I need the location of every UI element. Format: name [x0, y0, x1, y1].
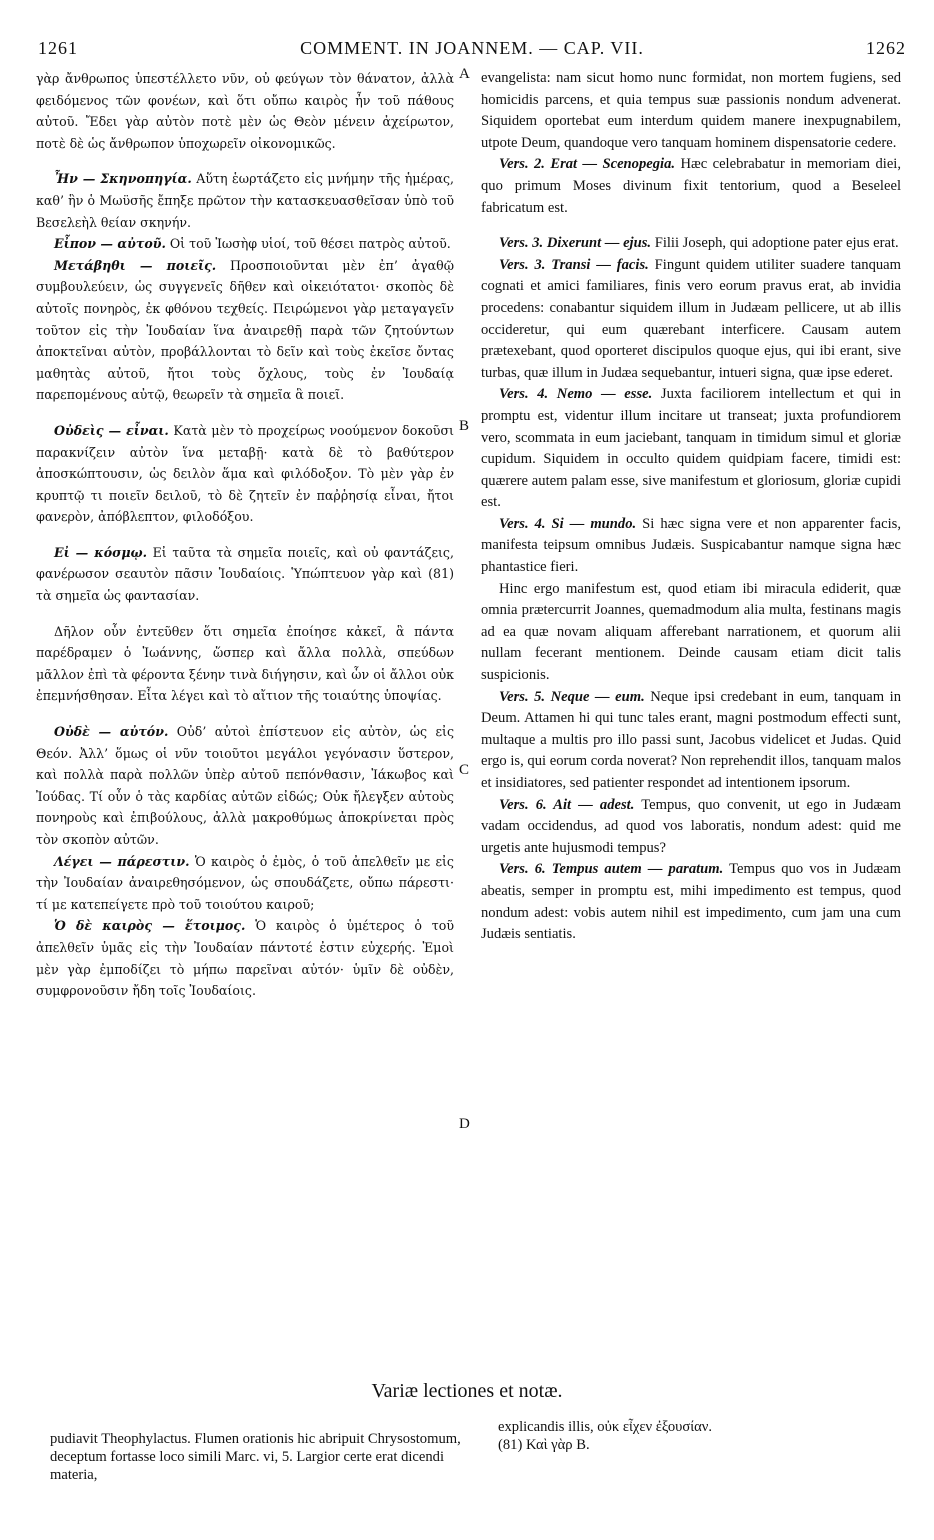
- latin-paragraph: [481, 795, 901, 860]
- greek-paragraph: γὰρ ἄνθρωπος ὑπεστέλλετο νῦν, οὐ φεύγων τὸν θάνατον, ἀλλὰ φειδόμενος τῶν φονέων, καὶ ὅτι οὔπω καιρὸς ἦν τοῦ πάθους αὐτοῦ. Ἔδει γὰρ αὐτὸν ποτὲ μὲν ὡς Θεὸν μένειν ἀχείρωτον, ποτὲ δὲ ὡς ἄνθρωπον ὑποχωρεῖν οἰκονομικῶς.: [36, 71, 454, 151]
- latin-lemma: Vers. 3. Dixerunt — ejus.: [499, 235, 652, 252]
- greek-lemma: Εἶπον — αὐτοῦ.: [54, 236, 166, 252]
- latin-paragraph: [481, 514, 901, 579]
- latin-paragraph: Hinc ergo manifestum est, quod etiam ibi miracula ediderit, quæ omnia prætercurrit Joannes, quemadmodum alia multa, festinans magis ad ea quæ novam aliquam afferebant narrationem, et quorum alii nullam fecerant mentionem. Deinde causam etiam dicit talis suspicionis.: [481, 580, 901, 684]
- latin-paragraph: [481, 154, 901, 219]
- latin-text: Tempus quo vos in Judæam abeatis, semper in promptu est, mihi impedimento est tempus, quod nondum adest: vobis autem nihil est impedimento, cum jam una cum Judæis sentiatis.: [481, 861, 901, 943]
- latin-lemma: Vers. 2. Erat — Scenopegia.: [499, 156, 676, 173]
- greek-paragraph: [36, 915, 454, 1001]
- footnote-line: (81) Καὶ γὰρ B.: [498, 1437, 590, 1453]
- footnote-right: [498, 1418, 878, 1454]
- latin-column: [481, 68, 901, 946]
- latin-lemma: Vers. 6. Ait — adest.: [499, 796, 635, 813]
- margin-marker-d: D: [459, 1116, 470, 1132]
- running-title: COMMENT. IN JOANNEM. — CAP. VII.: [300, 38, 644, 58]
- footnote-line: explicandis illis, οὐκ εἶχεν ἐξουσίαν.: [498, 1419, 713, 1435]
- margin-marker-b: B: [459, 418, 470, 434]
- latin-text: Filii Joseph, qui adoptione pater ejus erat.: [654, 235, 899, 252]
- latin-lemma: Vers. 5. Neque — eum.: [499, 688, 645, 705]
- greek-text: Οἱ τοῦ Ἰωσὴφ υἱοί, τοῦ θέσει πατρὸς αὐτοῦ.: [169, 236, 451, 252]
- latin-lemma: Vers. 4. Nemo — esse.: [499, 386, 653, 403]
- latin-lemma: Vers. 6. Tempus autem — paratum.: [499, 861, 724, 878]
- latin-paragraph: evangelista: nam sicut homo nunc formidat, non mortem fugiens, sed homicidis parcens, et quia tempus suæ passionis nondum advenerat. Siquidem oportebat eum interdum quidem manere inexpugnabilem, utpote Deum, quandoque vero tanquam hominem dispensatorie cedere.: [481, 70, 901, 151]
- greek-text: Ὁ καιρὸς ὁ ἐμὸς, ὁ τοῦ ἀπελθεῖν με εἰς τὴν Ἰουδαίαν ἀναιρεθησόμενον, ὡς σπουδάζετε, οὔπω πάρεστι· τί με κατεπείγετε πρὸ τοῦ τοιούτου καιροῦ;: [36, 853, 454, 912]
- page-number-right: 1262: [866, 38, 906, 58]
- greek-text: Αὕτη ἑωρτάζετο εἰς μνήμην τῆς ἡμέρας, καθ’ ἣν ὁ Μωϋσῆς ἔπηξε πρῶτον τὴν κατασκευασθεῖσαν ὑπὸ τοῦ Βεσελεὴλ θείαν σκηνήν.: [36, 171, 455, 230]
- latin-text: Hæc celebrabatur in memoriam diei, quo primum Moses divinum fixit tentorium, quod a Beseleel fabricatum est.: [481, 156, 901, 216]
- running-header: [38, 38, 906, 64]
- greek-paragraph: [36, 168, 454, 233]
- greek-lemma: Λέγει — πάρεστιν.: [54, 853, 190, 869]
- latin-text: Si hæc signa vere et non apparenter facis, manifesta teipsum omnibus Judæis. Suspicabantur namque signa hæc phantastice fieri.: [481, 515, 901, 576]
- latin-text: Juxta faciliorem intellectum et qui in promptu est, videntur illum incitare ut transeat; juxta profundiorem vero, scommata in eum jaciebant, tanquam in timidum simul et gloriæ cupidum. Siquidem in occulto quidem quidpiam facere, timidi est: quærere autem palam esse, sive manifestum et gloriosum, gloriæ cupidi est.: [481, 386, 901, 511]
- page-number-left: 1261: [38, 38, 78, 58]
- greek-paragraph: [36, 721, 454, 851]
- greek-text: Εἰ ταῦτα τὰ σημεῖα ποιεῖς, καὶ οὐ φαντάζεις, φανέρωσον σεαυτὸν πᾶσιν Ἰουδαίοις. Ὑπώπτευον γὰρ καὶ (81) τὰ σημεῖα ὡς φαντασίαν.: [36, 544, 454, 604]
- footnote-left: pudiavit Theophylactus. Flumen orationis hic abripuit Chrysostomum, deceptum fortasse loco simili Marc. vi, 5. Largior certe erat dicendi materia,: [50, 1431, 461, 1483]
- notes-heading: Variæ lectiones et notæ.: [371, 1380, 563, 1402]
- greek-lemma: Οὐδεὶς — εἶναι.: [54, 422, 169, 438]
- latin-text: Neque ipsi credebant in eum, tanquam in Deum. Attamen hi qui tunc tales erant, magni postmodum effecti sunt, multaque a multis pro illo passi sunt, Jacobus videlicet et Judas. Quid ergo is, qui eorum corda noverat? Non reprehendit illos, tanquam malos et insidiatores, sed patienter respondet ad intentionem ipsorum.: [481, 688, 902, 791]
- greek-text: Κατὰ μὲν τὸ προχείρως νοούμενον δοκοῦσι παρακνίζειν αὐτὸν ἵνα μεταβῇ· κατὰ δὲ τὸ βαθύτερον ἀποσκώπτουσιν, ὡς δειλὸν ἅμα καὶ φιλόδοξον. Τὸ μὲν γὰρ ἐν κρυπτῷ τι ποιεῖν δειλοῦ, τὸ δὲ ζητεῖν ἐν παῤῥησίᾳ εἶναι, ἤτοι φανερὸν, ἀπόβλεπτον, φιλοδόξου.: [36, 422, 454, 525]
- latin-paragraph: [481, 255, 901, 385]
- greek-paragraph: [36, 420, 454, 528]
- latin-paragraph: [481, 859, 901, 945]
- greek-text: Ὁ καιρὸς ὁ ὑμέτερος ὁ τοῦ ἀπελθεῖν ὑμᾶς εἰς τὴν Ἰουδαίαν πάντοτέ ἐστιν εὐχερής. Ἐμοὶ μὲν γὰρ ἐμποδίζει τὸ μήπω παρεῖναι αὐτόν· ὑμῖν δὲ οὐδὲν, συμφρονοῦσιν ἤδη τοῖς Ἰουδαίοις.: [36, 918, 454, 999]
- greek-lemma: Ἦν — Σκηνοπηγία.: [54, 171, 192, 187]
- greek-lemma: Οὐδὲ — αὐτόν.: [54, 724, 169, 740]
- margin-marker-a: A: [459, 66, 470, 82]
- latin-paragraph: [481, 233, 901, 255]
- latin-lemma: Vers. 3. Transi — facis.: [499, 256, 649, 273]
- latin-text: Tempus, quo convenit, ut ego in Judæam vadam occidendus, ad quod vos laboratis, nondum adest: quid me urgetis ante hujusmodi tempus?: [481, 796, 901, 856]
- greek-lemma: Ὁ δὲ καιρὸς — ἕτοιμος.: [54, 918, 246, 934]
- greek-lemma: Εἰ — κόσμῳ.: [54, 544, 147, 560]
- greek-text: Προσποιοῦνται μὲν ἐπ’ ἀγαθῷ συμβουλεύειν, ὡς συγγενεῖς δῆθεν καὶ οἰκειότατοι· σκοπὸς δὲ αὐτοῖς πονηρὸς, ἐκ φθόνου τεχθείς. Πειρώμενοι γὰρ μεταγαγεῖν τοῦτον εἰς τὴν Ἰουδαίαν ἵνα ἀναιρεθῇ παρὰ τῶν ζητούντων ἀποκτεῖναι αὐτὸν, προβάλλονται τὸ δεῖν καὶ τοὺς ἐκεῖσε ὄντας μαθητὰς αὐτοῦ, ἤτοι τοὺς ὄχλους, τοὺς ἐν Ἰουδαίᾳ παρεπομένους αὐτῷ, θεωρεῖν τὰ σημεῖα ἃ ποιεῖ.: [36, 257, 454, 403]
- margin-marker-c: C: [459, 762, 470, 778]
- greek-paragraph: [36, 233, 454, 255]
- greek-column: [36, 68, 454, 1002]
- greek-paragraph: Δῆλον οὖν ἐντεῦθεν ὅτι σημεῖα ἐποίησε κἀκεῖ, ἃ πάντα παρέδραμεν ὁ Ἰωάννης, ὥσπερ καὶ ἄλλα πολλὰ, σπεύδων μᾶλλον ἐπὶ τὰ φέροντα ξένην τινὰ διήγησιν, καὶ ὧν οἱ ἄλλοι οὐκ ἐπεμνήσθησαν. Εἶτα λέγει καὶ τὸ αἴτιον τῆς τοιαύτης ὑποψίας.: [36, 623, 454, 704]
- greek-lemma: Μετάβηθι — ποιεῖς.: [54, 257, 217, 273]
- latin-paragraph: [481, 384, 901, 514]
- latin-paragraph: [481, 687, 901, 795]
- latin-text: Fingunt quidem utiliter suadere tanquam cognati et amici familiares, finis vero eorum pravus erat, ab invidia procedens: conabantur siquidem illum in Judæam pellicere, ut ab illis occideretur, qui eum quærebant interficere. Causam autem prætexebant, quod oporteret discipulos quoque ejus, qui ibi erant, sive turbas, quæ illum in Judæa sequebantur, intueri signa, quæ ipse ederet.: [481, 256, 901, 381]
- greek-paragraph: [36, 851, 454, 916]
- latin-lemma: Vers. 4. Si — mundo.: [499, 515, 637, 532]
- greek-paragraph: [36, 542, 454, 607]
- greek-text: Οὐδ’ αὐτοὶ ἐπίστευον εἰς αὐτὸν, ὡς εἰς Θεόν. Ἀλλ’ ὅμως οἱ νῦν τοιοῦτοι μεγάλοι γεγόνασιν ὕστερον, καὶ πολλὰ παρὰ πολλῶν ὑπὲρ αὐτοῦ πεπόνθασιν, Ἰάκωβος καὶ Ἰούδας. Τί οὖν ὁ τὰς καρδίας αὐτῶν εἰδώς; Οὐκ ἤλεγξεν αὐτοὺς πονηροὺς καὶ ἐπιβούλους, ἀλλὰ μακροθύμως ἀποκρίνεται πρὸς τὸν σκοπὸν αὐτῶν.: [36, 724, 454, 847]
- greek-paragraph: [36, 255, 454, 406]
